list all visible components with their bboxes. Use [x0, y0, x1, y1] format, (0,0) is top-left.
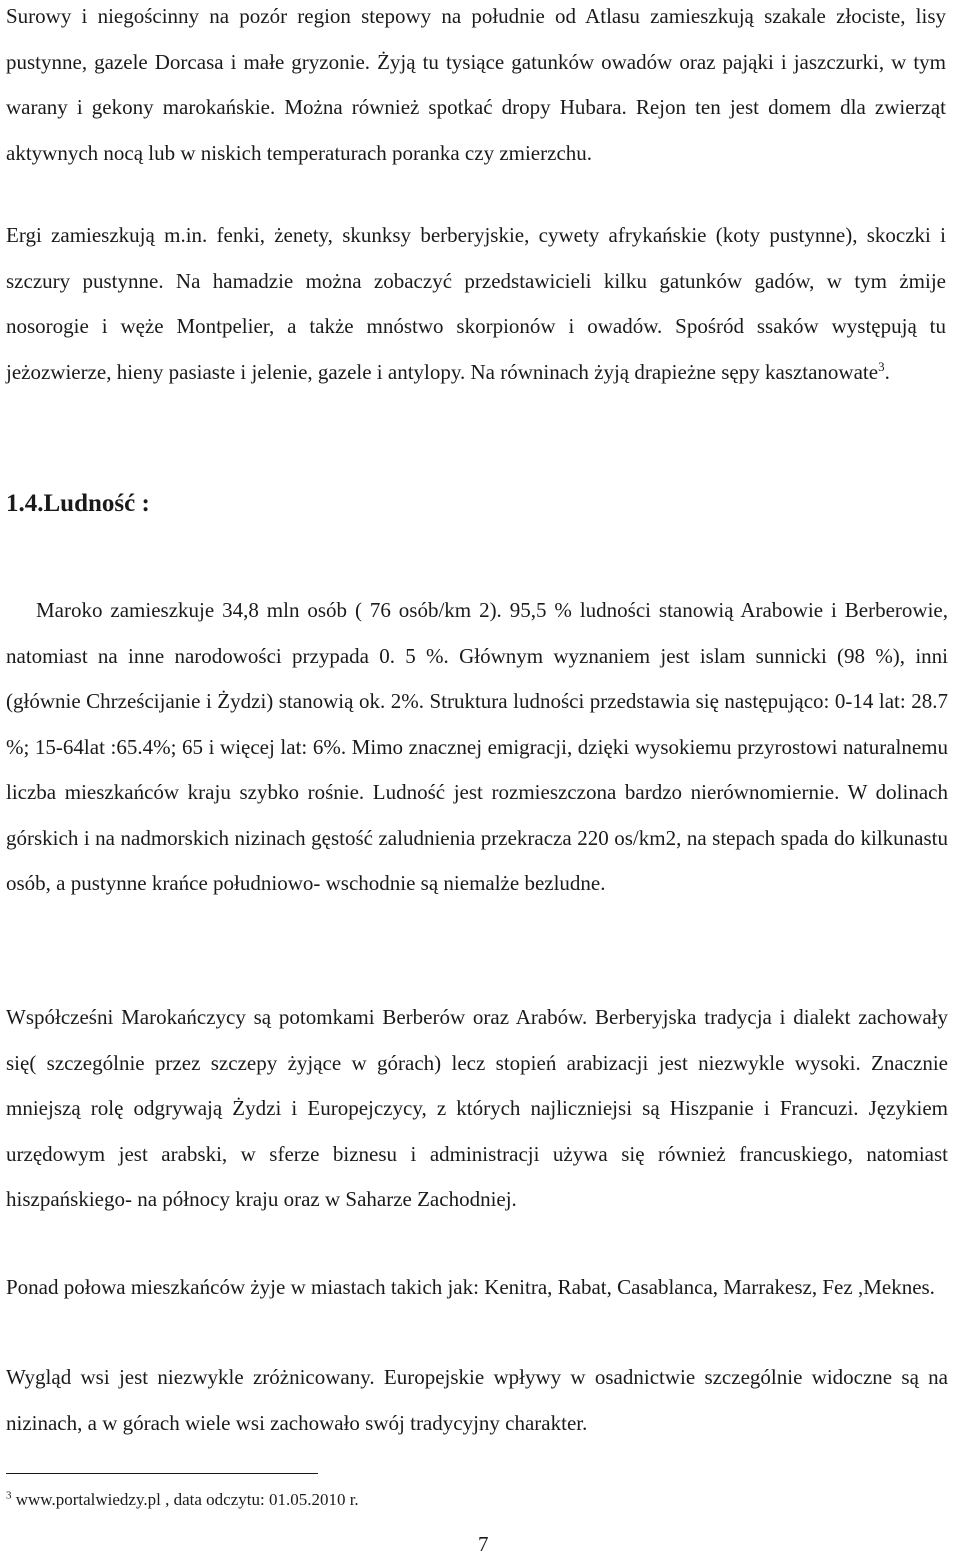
paragraph-indent	[6, 598, 36, 622]
paragraph-origins	[6, 995, 948, 1223]
paragraph-steppe-fauna	[6, 0, 946, 176]
paragraph-text: Wygląd wsi jest niezwykle zróżnicowany. Europejskie wpływy w osadnictwie szczególnie widoczne są na nizinach, a w górach wiele wsi zachowało swój tradycyjny charakter.	[6, 1365, 948, 1435]
paragraph-erg-fauna	[6, 213, 946, 395]
footnote-reference[interactable]: 3	[878, 358, 885, 374]
footnote-text: www.portalwiedzy.pl , data odczytu: 01.05.2010 r.	[11, 1490, 359, 1509]
paragraph-text: Surowy i niegościnny na pozór region stepowy na południe od Atlasu zamieszkują szakale złociste, lisy pustynne, gazele Dorcasa i małe gryzonie. Żyją tu tysiące gatunków owadów oraz pająki i jaszczurki, w tym warany i gekony marokańskie. Można również spotkać dropy Hubara. Rejon ten jest domem dla zwierząt aktywnych nocą lub w niskich temperaturach poranka czy zmierzchu.	[6, 4, 946, 165]
paragraph-population	[6, 588, 948, 907]
page-number: 7	[478, 1532, 489, 1556]
paragraph-villages	[6, 1355, 948, 1446]
footnote-separator	[6, 1473, 318, 1474]
paragraph-text: Ponad połowa mieszkańców żyje w miastach takich jak: Kenitra, Rabat, Casablanca, Marrakesz, Fez ,Meknes.	[6, 1275, 935, 1299]
paragraph-text: Współcześni Marokańczycy są potomkami Berberów oraz Arabów. Berberyjska tradycja i dialekt zachowały się( szczególnie przez szczepy żyjące w górach) lecz stopień arabizacji jest niezwykle wysoki. Znacznie mniejszą rolę odgrywają Żydzi i Europejczycy, z których najliczniejsi są Hiszpanie i Francuzi. Językiem urzędowym jest arabski, w sferze biznesu i administracji używa się również francuskiego, natomiast hiszpańskiego- na północy kraju oraz w Saharze Zachodniej.	[6, 1005, 948, 1211]
paragraph-tail: .	[884, 359, 890, 384]
paragraph-text: Maroko zamieszkuje 34,8 mln osób ( 76 osób/km 2). 95,5 % ludności stanowią Arabowie i Berberowie, natomiast na inne narodowości przypada 0. 5 %. Głównym wyznaniem jest islam sunnicki (98 %), inni (głównie Chrześcijanie i Żydzi) stanowią ok. 2%. Struktura ludności przedstawia się następująco: 0-14 lat: 28.7 %; 15-64lat :65.4%; 65 i więcej lat: 6%. Mimo znacznej emigracji, dzięki wysokiemu przyrostowi naturalnemu liczba mieszkańców kraju szybko rośnie. Ludność jest rozmieszczona bardzo nierównomiernie. W dolinach górskich i na nadmorskich nizinach gęstość zaludnienia przekracza 220 os/km2, na stepach spada do kilkunastu osób, a pustynne krańce południowo- wschodnie są niemalże bezludne.	[6, 598, 948, 895]
paragraph-text: Ergi zamieszkują m.in. fenki, żenety, skunksy berberyjskie, cywety afrykańskie (koty pustynne), skoczki i szczury pustynne. Na hamadzie można zobaczyć przedstawicieli kilku gatunków gadów, w tym żmije nosorogie i węże Montpelier, a także mnóstwo skorpionów i owadów. Spośród ssaków występują tu jeżozwierze, hieny pasiaste i jelenie, gazele i antylopy. Na równinach żyją drapieżne sępy kasztanowate	[6, 223, 946, 384]
footnote	[6, 1490, 359, 1510]
paragraph-cities	[6, 1265, 948, 1311]
section-heading: 1.4.Ludność :	[6, 490, 150, 517]
footnote-number: 3	[6, 1489, 12, 1502]
